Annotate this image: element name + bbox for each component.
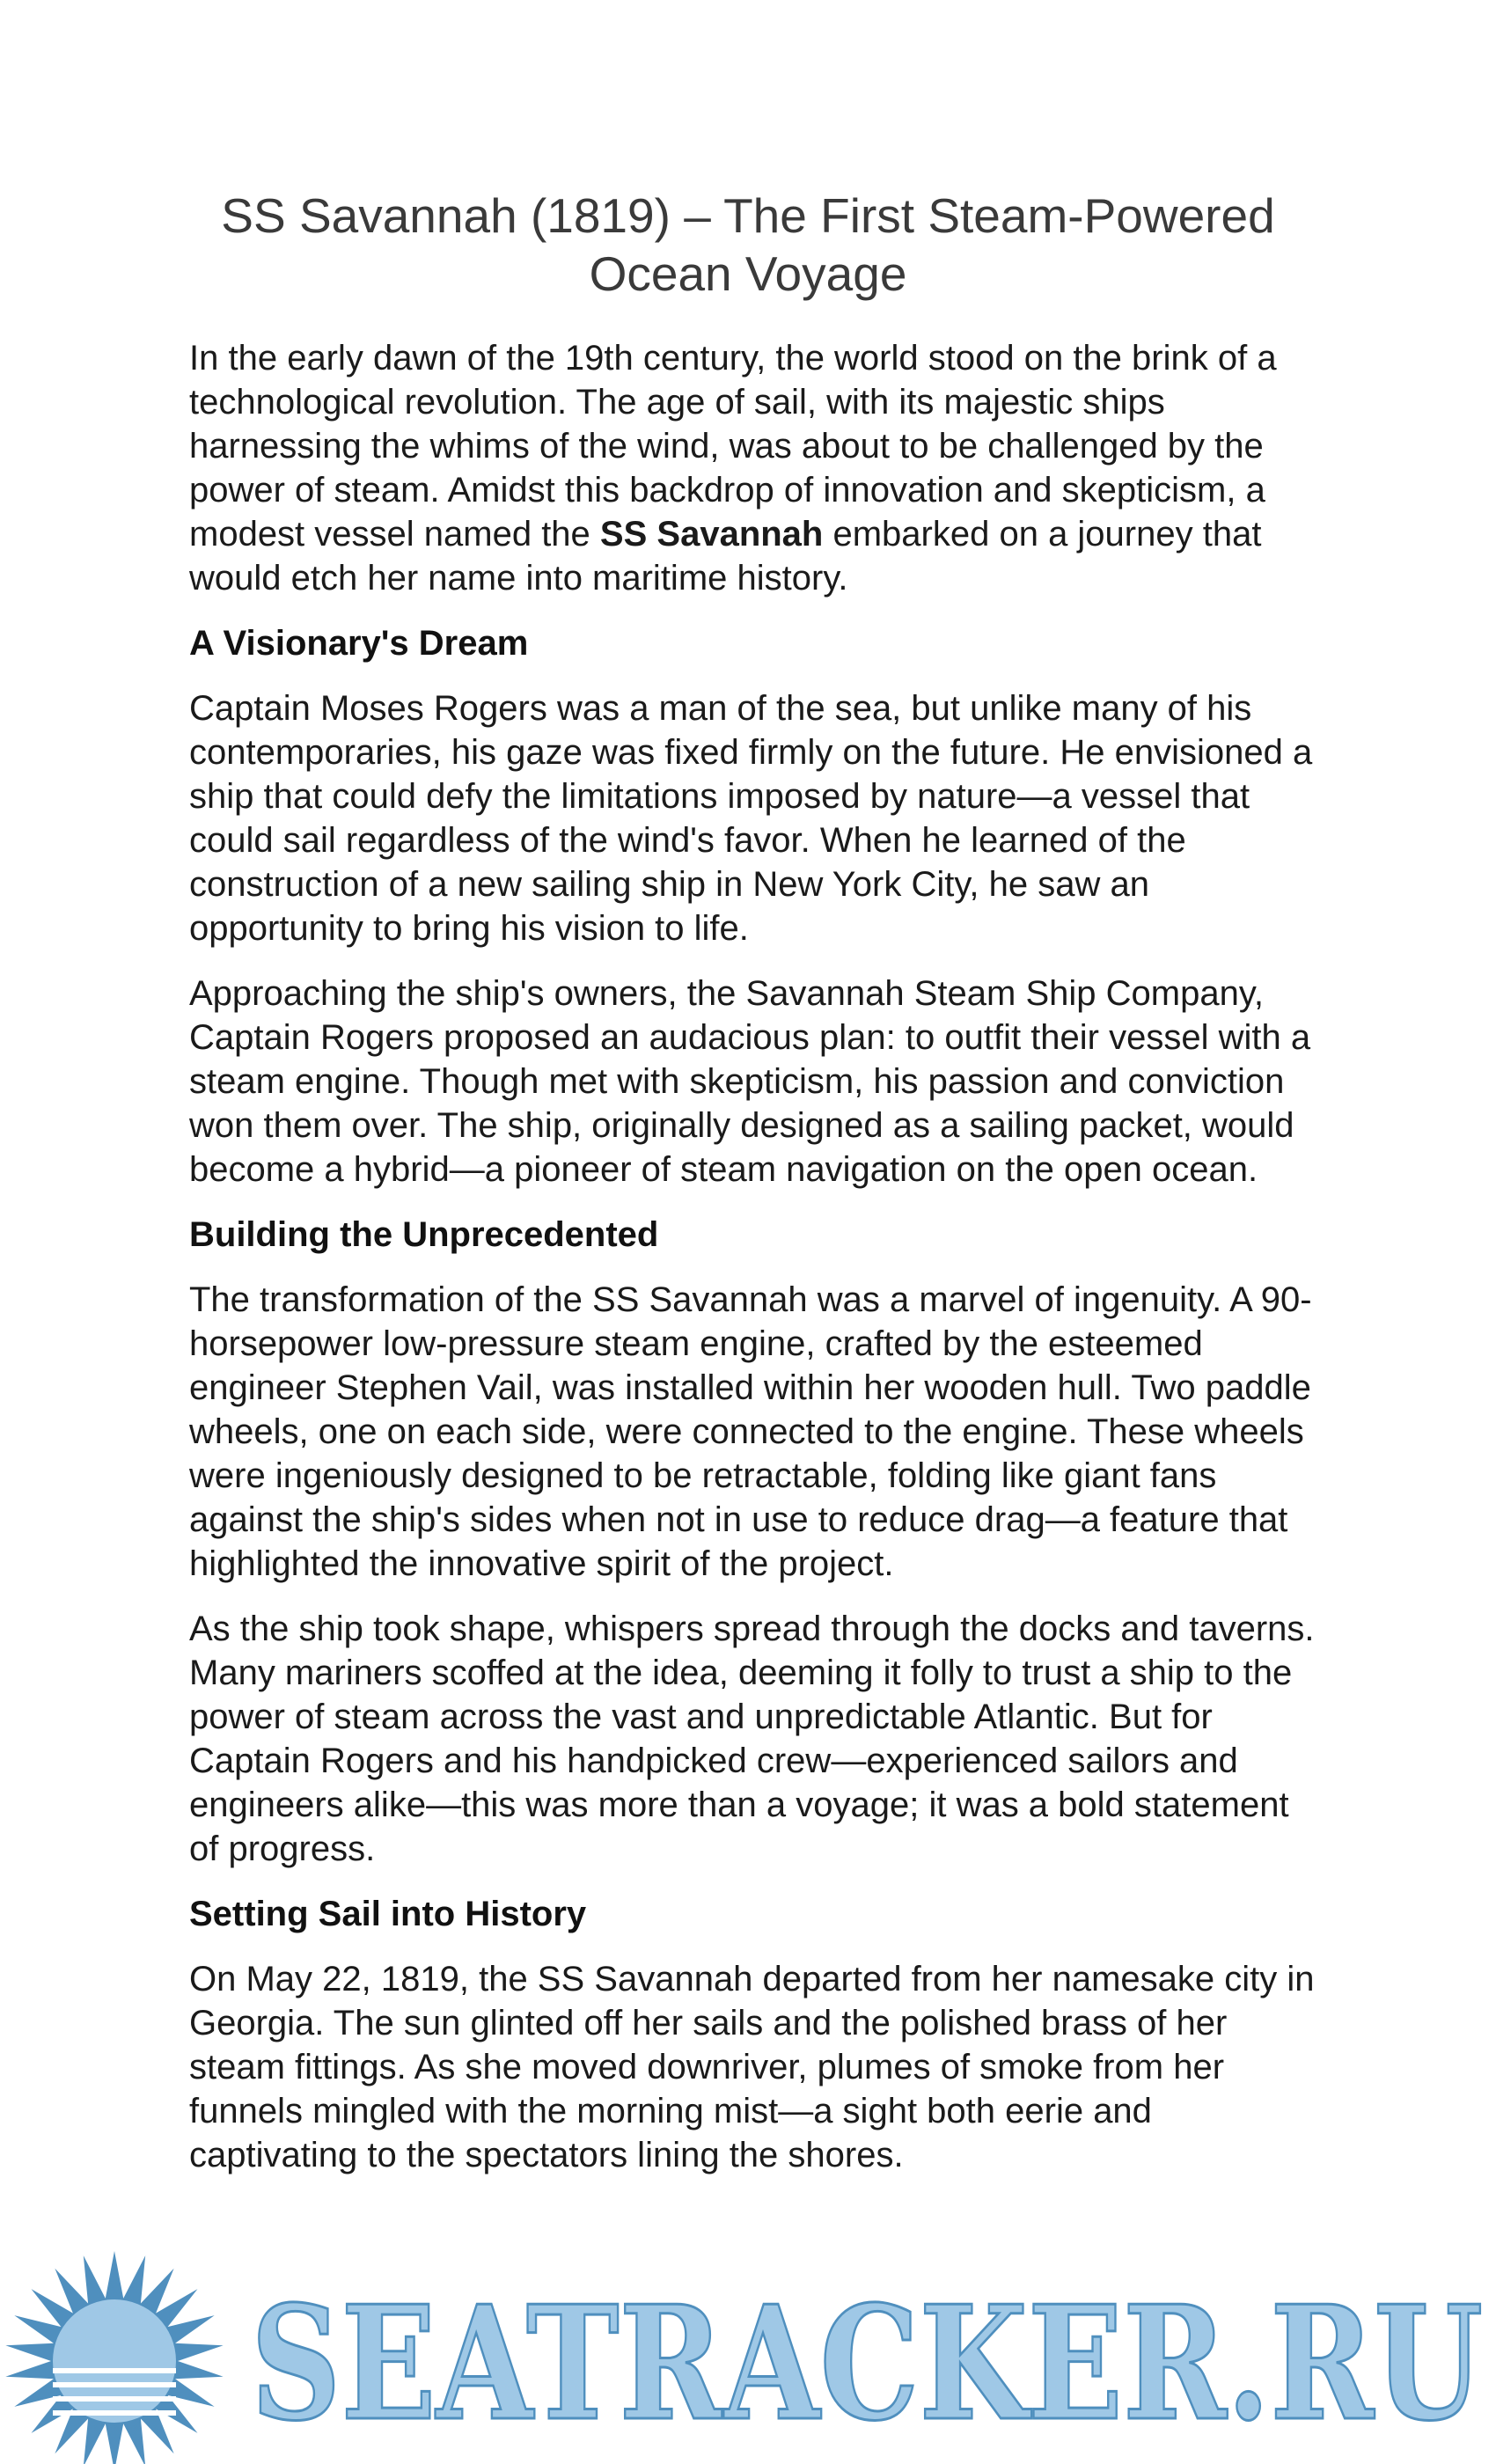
section-heading-building: Building the Unprecedented: [189, 1215, 659, 1254]
section-paragraph: Approaching the ship's owners, the Savannah Steam Ship Company, Captain Rogers proposed an audacious plan: to outfit their vessel with a steam engine. Though met with skepticism, his passion and conviction won them over. The ship, originally designed as a sailing packet, would become a hybrid—a pioneer of steam navigation on the open ocean.: [189, 974, 1311, 1189]
sun-stripe: [53, 2396, 176, 2402]
sun-icon: [5, 2251, 223, 2464]
section-paragraph: On May 22, 1819, the SS Savannah departed from her namesake city in Georgia. The sun glinted off her sails and the polished brass of her steam fittings. As she moved downriver, plumes of smoke from her funnels mingled with the morning mist—a sight both eerie and captivating to the spectators lining the shores.: [189, 1960, 1315, 2174]
watermark-text: SEATRACKER.RU: [251, 2271, 1483, 2455]
section-heading-setting-sail: Setting Sail into History: [189, 1895, 587, 1933]
intro-text-start: In the early dawn of the 19th century, the world stood on the brink of a technological revolution. The age of sail, with its majestic ships harnessing the whims of the wind, was about to be challenged by the power of steam. Amidst this backdrop of innovation and skepticism, a modest vessel named the: [189, 339, 1277, 554]
article-body: [189, 336, 1324, 2198]
sun-disc: [53, 2299, 176, 2423]
section-paragraph: The transformation of the SS Savannah was a marvel of ingenuity. A 90-horsepower low-pressure steam engine, crafted by the esteemed engineer Stephen Vail, was installed within her wooden hull. Two paddle wheels, one on each side, were connected to the engine. These wheels were ingeniously designed to be retractable, folding like giant fans against the ship's sides when not in use to reduce drag—a feature that highlighted the innovative spirit of the project.: [189, 1280, 1312, 1583]
document-title: [176, 187, 1320, 303]
intro-text-end: embarked on a journey that would etch her name into maritime history.: [189, 515, 1262, 598]
title-line-2: Ocean Voyage: [589, 246, 907, 301]
ship-name-bold: SS Savannah: [599, 515, 824, 554]
sun-stripe: [53, 2368, 176, 2373]
section-paragraph: As the ship took shape, whispers spread through the docks and taverns. Many mariners scoffed at the idea, deeming it folly to trust a ship to the power of steam across the vast and unpredictable Atlantic. But for Captain Rogers and his handpicked crew—experienced sailors and engineers alike—this was more than a voyage; it was a bold statement of progress.: [189, 1610, 1315, 1868]
sun-stripe: [53, 2382, 176, 2387]
intro-paragraph: [189, 336, 1324, 600]
sun-stripe: [53, 2410, 176, 2416]
section-paragraph: Captain Moses Rogers was a man of the sea, but unlike many of his contemporaries, his gaze was fixed firmly on the future. He envisioned a ship that could defy the limitations imposed by nature—a vessel that could sail regardless of the wind's favor. When he learned of the construction of a new sailing ship in New York City, he saw an opportunity to bring his vision to life.: [189, 689, 1313, 948]
title-line-1: SS Savannah (1819) – The First Steam-Powered: [221, 188, 1275, 243]
section-heading-visionary: A Visionary's Dream: [189, 624, 529, 663]
watermark-logo: [0, 2242, 1496, 2464]
